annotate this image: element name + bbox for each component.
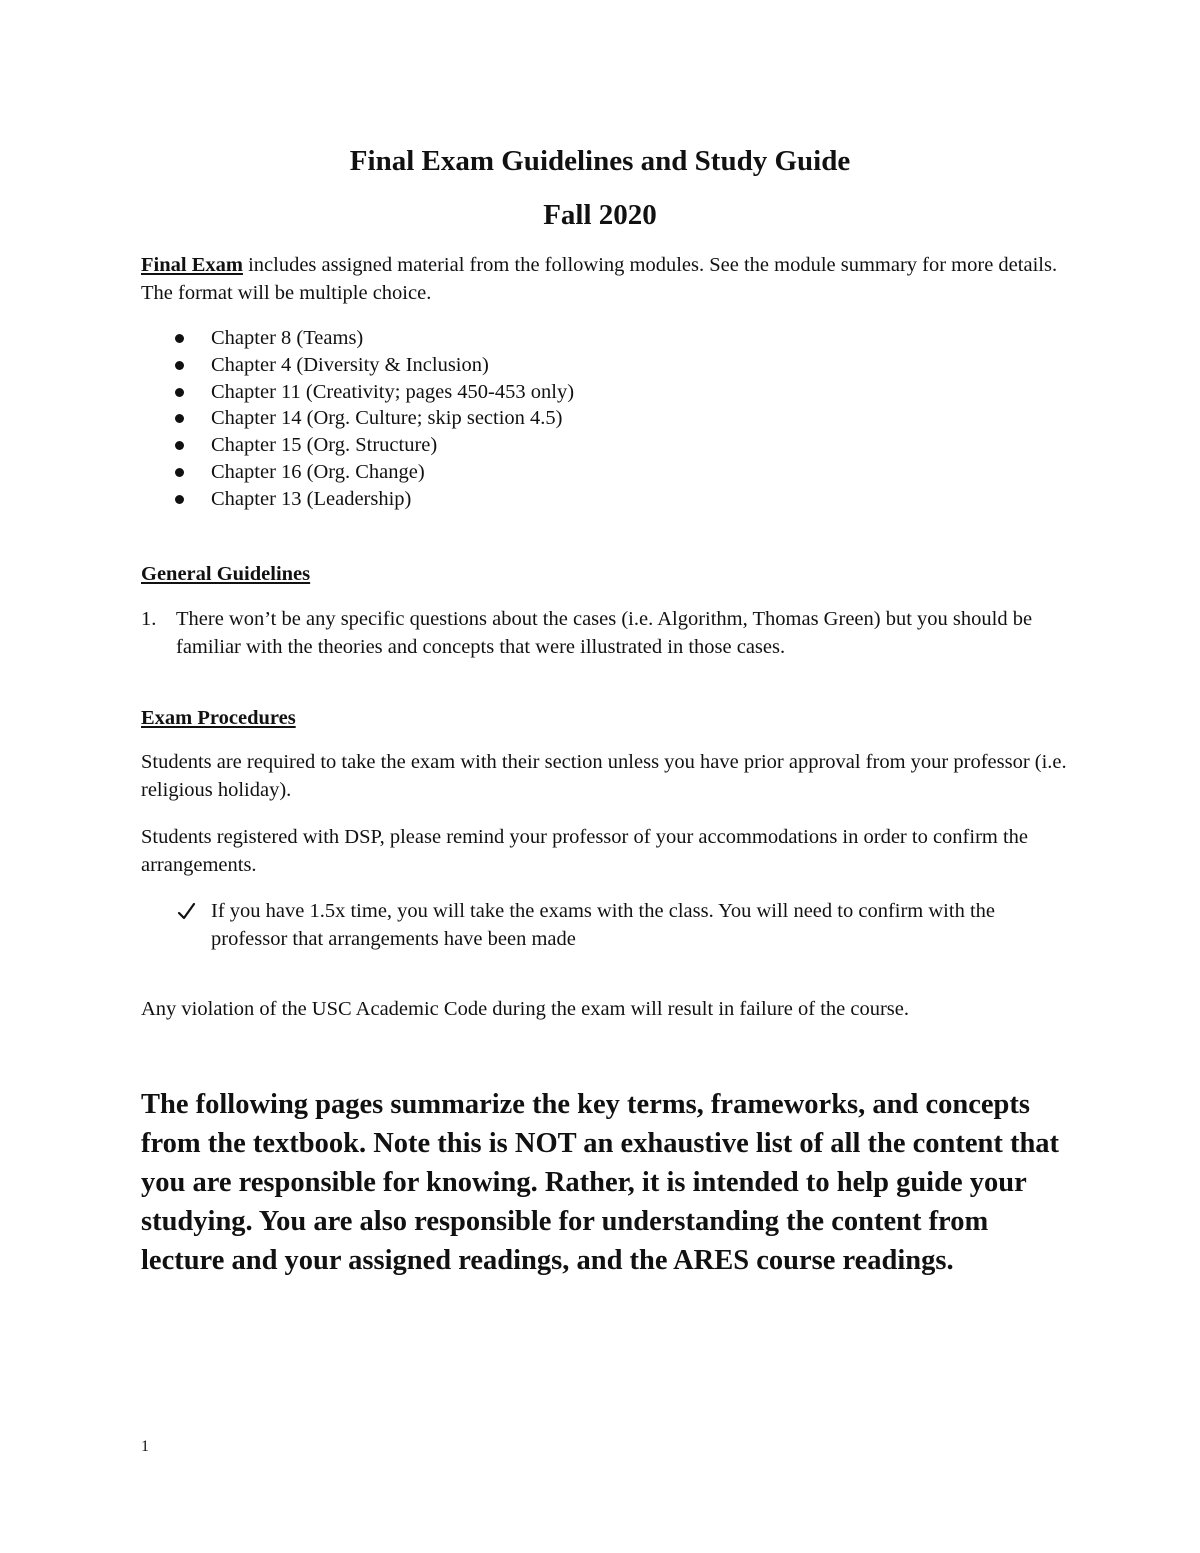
chapter-label: Chapter 14 (Org. Culture; skip section 4.5) bbox=[211, 407, 563, 430]
list-item bbox=[0, 325, 1200, 352]
exam-procedures-heading: Exam Procedures bbox=[141, 707, 296, 729]
guideline-number: 1. bbox=[141, 608, 157, 630]
list-item bbox=[0, 405, 1200, 432]
chapter-label: Chapter 4 (Diversity & Inclusion) bbox=[211, 353, 489, 376]
document-term: Fall 2020 bbox=[543, 199, 657, 231]
page-number: 1 bbox=[141, 1438, 149, 1455]
chapter-label: Chapter 15 (Org. Structure) bbox=[211, 434, 438, 457]
intro-paragraph bbox=[141, 251, 1071, 307]
violation-paragraph: Any violation of the USC Academic Code during the exam will result in failure of the course. bbox=[141, 998, 909, 1020]
bullet-icon bbox=[175, 441, 184, 450]
guideline-text: There won’t be any specific questions about the cases (i.e. Algorithm, Thomas Green) but you should be familiar with the theories and concepts that were illustrated in those cases. bbox=[176, 608, 1033, 658]
list-item bbox=[0, 432, 1200, 459]
list-item bbox=[0, 352, 1200, 379]
intro-text: includes assigned material from the following modules. See the module summary for more details. The format will be multiple choice. bbox=[141, 254, 1058, 304]
chapter-label: Chapter 11 (Creativity; pages 450-453 only) bbox=[211, 380, 575, 403]
chapter-label: Chapter 8 (Teams) bbox=[211, 327, 364, 349]
procedures-paragraph-2: Students registered with DSP, please remind your professor of your accommodations in order to confirm the arrangements. bbox=[141, 826, 1029, 876]
procedures-paragraph-1: Students are required to take the exam with their section unless you have prior approval from your professor (i.e. religious holiday). bbox=[141, 751, 1067, 801]
accommodation-text: If you have 1.5x time, you will take the exams with the class. You will need to confirm with the professor that arrangements have been made bbox=[211, 900, 995, 950]
bullet-icon bbox=[175, 388, 184, 397]
bullet-icon bbox=[175, 468, 184, 477]
document-title: Final Exam Guidelines and Study Guide bbox=[349, 145, 851, 177]
bullet-icon bbox=[175, 495, 184, 504]
chapter-list bbox=[0, 325, 1200, 513]
bullet-icon bbox=[175, 414, 184, 423]
bullet-icon bbox=[175, 334, 184, 343]
checkmark-icon bbox=[177, 897, 197, 925]
general-guidelines-heading: General Guidelines bbox=[141, 563, 311, 585]
chapter-label: Chapter 13 (Leadership) bbox=[211, 487, 412, 510]
chapter-label: Chapter 16 (Org. Change) bbox=[211, 460, 425, 483]
list-item bbox=[0, 459, 1200, 486]
list-item bbox=[0, 379, 1200, 406]
list-item bbox=[0, 486, 1200, 513]
summary-note: The following pages summarize the key terms, frameworks, and concepts from the textbook. Note this is NOT an exhaustive list of all the content that you are responsible for knowing. Rather, it is intended to help guide your studying. You are also responsible for understanding the content from lecture and your assigned readings, and the ARES course readings. bbox=[141, 1089, 1060, 1276]
bullet-icon bbox=[175, 361, 184, 370]
intro-label: Final Exam bbox=[141, 254, 243, 276]
